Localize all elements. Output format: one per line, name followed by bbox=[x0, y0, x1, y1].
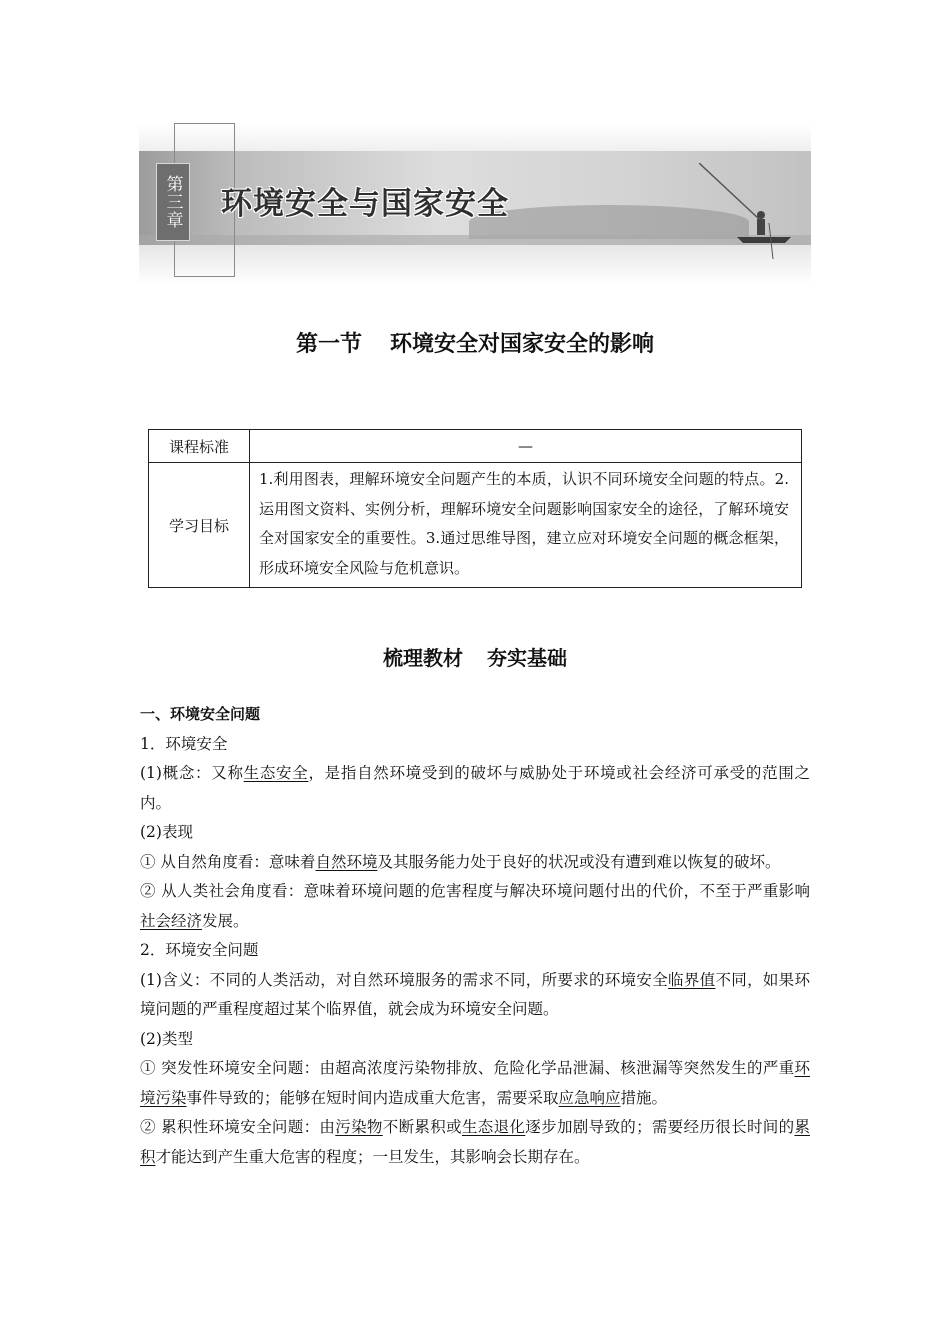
chapter-title: 环境安全与国家安全 bbox=[221, 186, 509, 222]
text: 不同，如果环境问题的严重程度超过某个临界值，就会成为环境安全问题。 bbox=[140, 970, 810, 1018]
text: (1)概念：又称 bbox=[140, 764, 244, 782]
learning-goals-label: 学习目标 bbox=[149, 463, 250, 588]
standards-table bbox=[148, 429, 802, 588]
section-name: 环境安全对国家安全的影响 bbox=[390, 332, 655, 357]
paragraph-social-view bbox=[140, 877, 810, 936]
text: ① 突发性环境安全问题：由超高浓度污染物排放、危险化学品泄漏、核泄漏等突然发生的严重 bbox=[140, 1059, 795, 1077]
underlined-term: 环境污染 bbox=[140, 1059, 810, 1107]
course-standard-value: — bbox=[250, 430, 802, 463]
table-row bbox=[149, 430, 802, 463]
heading-environment-security-issues: 一、环境安全问题 bbox=[140, 705, 261, 723]
subheading-security-issues: 2．环境安全问题 bbox=[140, 941, 259, 959]
sub-title-part1: 梳理教材 bbox=[383, 646, 463, 670]
section-title bbox=[0, 327, 950, 358]
fisherman-boat-icon bbox=[699, 163, 799, 263]
sub-title-part2: 夯实基础 bbox=[487, 646, 567, 670]
text: ② 从人类社会角度看：意味着环境问题的危害程度与解决环境问题付出的代价，不至于严重影响 bbox=[140, 882, 810, 900]
text: 不断累积或 bbox=[382, 1118, 462, 1136]
paragraph-natural-view bbox=[140, 848, 810, 878]
text: 事件导致的；能够在短时间内造成重大危害，需要采取 bbox=[186, 1088, 559, 1107]
table-row bbox=[149, 463, 802, 588]
paragraph-meaning bbox=[140, 966, 810, 1025]
text: ① 从自然角度看：意味着 bbox=[140, 852, 316, 871]
learning-goals-value: 1.利用图表，理解环境安全问题产生的本质，认识不同环境安全问题的特点。2.运用图文资料、实例分析，理解环境安全问题影响国家安全的途径，了解环境安全对国家安全的重要性。3.通过思维导图，建立应对环境安全问题的概念框架，形成环境安全风险与危机意识。 bbox=[250, 463, 802, 588]
label-expression: (2)表现 bbox=[140, 823, 193, 841]
text: 才能达到产生重大危害的程度；一旦发生，其影响会长期存在。 bbox=[155, 1147, 590, 1166]
course-standard-label: 课程标准 bbox=[149, 430, 250, 463]
underlined-term: 自然环境 bbox=[315, 852, 378, 871]
text: 逐步加剧导致的；需要经历很长时间的 bbox=[525, 1118, 795, 1136]
text: 措施。 bbox=[620, 1088, 668, 1107]
text: 发展。 bbox=[202, 911, 249, 930]
sub-title bbox=[0, 642, 950, 671]
underlined-term: 污染物 bbox=[335, 1118, 383, 1136]
text: ② 累积性环境安全问题：由 bbox=[140, 1118, 336, 1136]
paragraph-sudden-type bbox=[140, 1054, 810, 1113]
underlined-term: 生态安全 bbox=[243, 764, 309, 782]
underlined-term: 累积 bbox=[140, 1118, 810, 1166]
content-body bbox=[140, 700, 810, 1172]
text: 及其服务能力处于良好的状况或没有遭到难以恢复的破坏。 bbox=[377, 852, 781, 871]
paragraph-concept bbox=[140, 759, 810, 818]
section-number: 第一节 bbox=[295, 332, 362, 357]
underlined-term: 生态退化 bbox=[461, 1118, 526, 1136]
text: (1)含义：不同的人类活动，对自然环境服务的需求不同，所要求的环境安全 bbox=[140, 970, 669, 989]
text: ，是指自然环境受到的破坏与威胁处于环境或社会经济可承受的范围之内。 bbox=[140, 764, 810, 812]
label-types: (2)类型 bbox=[140, 1029, 193, 1048]
subheading-environment-security: 1．环境安全 bbox=[140, 734, 228, 753]
chapter-tag: 第三章 bbox=[156, 163, 190, 241]
underlined-term: 应急响应 bbox=[558, 1088, 621, 1107]
banner-sky bbox=[139, 123, 811, 153]
paragraph-cumulative-type bbox=[140, 1113, 810, 1172]
underlined-term: 社会经济 bbox=[140, 911, 203, 930]
underlined-term: 临界值 bbox=[668, 970, 716, 989]
